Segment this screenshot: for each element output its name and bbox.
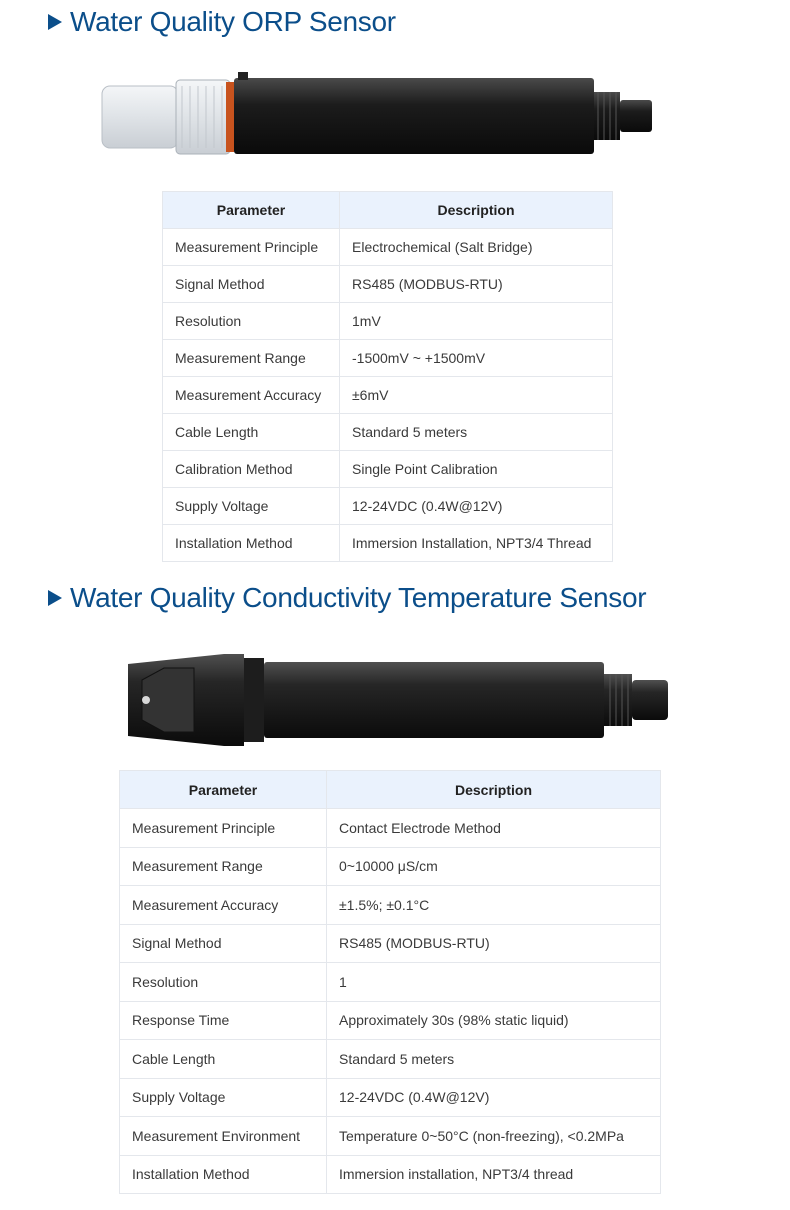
desc-cell: Approximately 30s (98% static liquid) — [327, 1001, 661, 1040]
table-row — [120, 924, 661, 963]
desc-cell: 12-24VDC (0.4W@12V) — [340, 488, 613, 525]
conductivity-section-title: Water Quality Conductivity Temperature Sensor — [70, 582, 647, 613]
orp-section-title: Water Quality ORP Sensor — [70, 6, 396, 37]
param-cell: Response Time — [120, 1001, 327, 1040]
param-cell: Cable Length — [120, 1040, 327, 1079]
desc-cell: 1mV — [340, 303, 613, 340]
param-cell: Signal Method — [120, 924, 327, 963]
table-row — [163, 414, 613, 451]
desc-header: Description — [327, 771, 661, 809]
table-row — [120, 847, 661, 886]
param-cell: Measurement Principle — [120, 809, 327, 848]
param-cell: Installation Method — [120, 1155, 327, 1194]
table-row — [163, 266, 613, 303]
desc-cell: 1 — [327, 963, 661, 1002]
param-cell: Calibration Method — [163, 451, 340, 488]
desc-cell: Immersion Installation, NPT3/4 Thread — [340, 525, 613, 562]
table-row — [163, 377, 613, 414]
desc-cell: Contact Electrode Method — [327, 809, 661, 848]
table-row — [163, 525, 613, 562]
table-row — [163, 229, 613, 266]
table-row — [163, 488, 613, 525]
param-cell: Supply Voltage — [120, 1078, 327, 1117]
table-row — [120, 809, 661, 848]
conductivity-spec-table — [119, 770, 661, 1194]
param-cell: Supply Voltage — [163, 488, 340, 525]
param-header: Parameter — [163, 192, 340, 229]
desc-cell: -1500mV ~ +1500mV — [340, 340, 613, 377]
param-cell: Resolution — [163, 303, 340, 340]
table-row — [120, 1155, 661, 1194]
param-cell: Cable Length — [163, 414, 340, 451]
param-cell: Measurement Environment — [120, 1117, 327, 1156]
param-cell: Installation Method — [163, 525, 340, 562]
desc-header: Description — [340, 192, 613, 229]
orp-section-heading — [48, 6, 396, 38]
param-cell: Measurement Accuracy — [120, 886, 327, 925]
param-cell: Measurement Accuracy — [163, 377, 340, 414]
desc-cell: Temperature 0~50°C (non-freezing), <0.2MPa — [327, 1117, 661, 1156]
table-row — [120, 1078, 661, 1117]
table-row — [120, 963, 661, 1002]
table-row — [120, 886, 661, 925]
desc-cell: Standard 5 meters — [327, 1040, 661, 1079]
table-row — [163, 303, 613, 340]
table-header-row — [163, 192, 613, 229]
desc-cell: Standard 5 meters — [340, 414, 613, 451]
table-row — [120, 1117, 661, 1156]
orp-sensor-image — [98, 72, 658, 162]
param-cell: Measurement Range — [120, 847, 327, 886]
triangle-right-icon — [48, 590, 62, 606]
table-row — [163, 340, 613, 377]
table-row — [163, 451, 613, 488]
param-cell: Measurement Range — [163, 340, 340, 377]
desc-cell: 12-24VDC (0.4W@12V) — [327, 1078, 661, 1117]
desc-cell: 0~10000 μS/cm — [327, 847, 661, 886]
table-row — [120, 1001, 661, 1040]
param-cell: Resolution — [120, 963, 327, 1002]
desc-cell: ±6mV — [340, 377, 613, 414]
desc-cell: RS485 (MODBUS-RTU) — [327, 924, 661, 963]
param-header: Parameter — [120, 771, 327, 809]
param-cell: Measurement Principle — [163, 229, 340, 266]
table-header-row — [120, 771, 661, 809]
conductivity-sensor-image — [124, 650, 674, 750]
conductivity-section-heading — [48, 582, 646, 614]
desc-cell: ±1.5%; ±0.1°C — [327, 886, 661, 925]
desc-cell: Immersion installation, NPT3/4 thread — [327, 1155, 661, 1194]
desc-cell: Single Point Calibration — [340, 451, 613, 488]
desc-cell: Electrochemical (Salt Bridge) — [340, 229, 613, 266]
param-cell: Signal Method — [163, 266, 340, 303]
orp-spec-table — [162, 191, 613, 562]
table-row — [120, 1040, 661, 1079]
desc-cell: RS485 (MODBUS-RTU) — [340, 266, 613, 303]
triangle-right-icon — [48, 14, 62, 30]
